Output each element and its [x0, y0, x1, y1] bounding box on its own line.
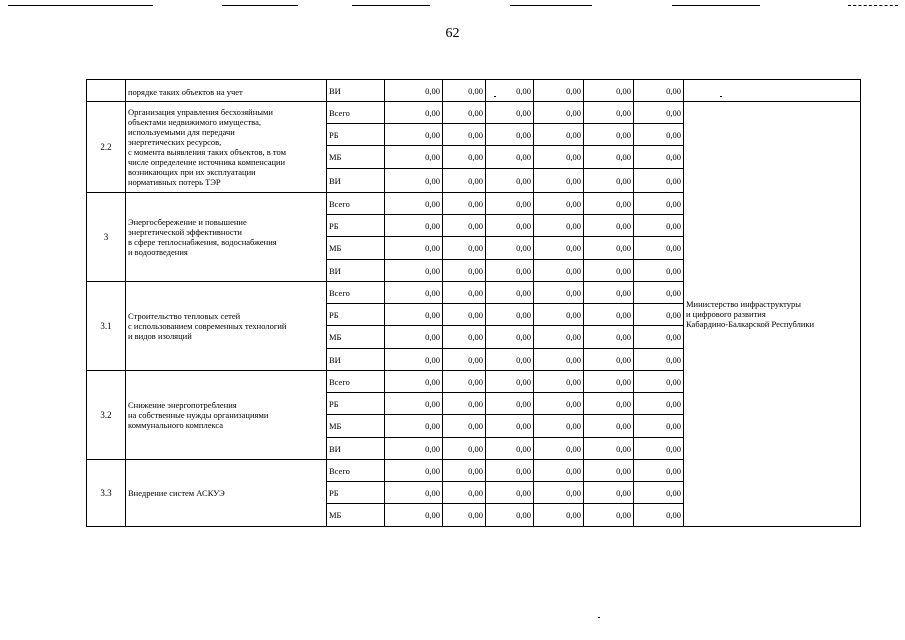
funding-source-cell: ВИ — [327, 169, 385, 193]
funding-source-cell: РБ — [327, 215, 385, 237]
value-cell: 0,00 — [534, 193, 584, 215]
value-cell: 0,00 — [385, 124, 443, 146]
value-cell: 0,00 — [584, 371, 634, 393]
value-cell: 0,00 — [443, 504, 486, 527]
value-cell: 0,00 — [584, 326, 634, 349]
value-cell: 0,00 — [486, 504, 534, 527]
value-cell: 0,00 — [486, 169, 534, 193]
funding-source-cell: Всего — [327, 371, 385, 393]
funding-source-cell: РБ — [327, 393, 385, 415]
value-cell: 0,00 — [385, 349, 443, 371]
value-cell: 0,00 — [385, 415, 443, 438]
value-cell: 0,00 — [634, 438, 684, 460]
value-cell: 0,00 — [443, 393, 486, 415]
value-cell: 0,00 — [584, 349, 634, 371]
funding-source-cell: Всего — [327, 282, 385, 304]
value-cell: 0,00 — [634, 215, 684, 237]
funding-source-cell: МБ — [327, 326, 385, 349]
value-cell: 0,00 — [584, 460, 634, 482]
funding-source-cell: МБ — [327, 504, 385, 527]
value-cell: 0,00 — [534, 393, 584, 415]
value-cell: 0,00 — [634, 169, 684, 193]
scan-speck — [598, 617, 600, 618]
value-cell: 0,00 — [486, 415, 534, 438]
value-cell: 0,00 — [534, 438, 584, 460]
value-cell: 0,00 — [385, 80, 443, 102]
value-cell: 0,00 — [486, 482, 534, 504]
funding-source-cell: ВИ — [327, 80, 385, 102]
value-cell: 0,00 — [584, 146, 634, 169]
top-rule-1 — [8, 5, 153, 6]
value-cell: 0,00 — [385, 438, 443, 460]
value-cell: 0,00 — [534, 215, 584, 237]
funding-source-cell: РБ — [327, 482, 385, 504]
value-cell: 0,00 — [634, 349, 684, 371]
funding-source-cell: РБ — [327, 124, 385, 146]
item-number-cell: 3.1 — [87, 282, 126, 371]
value-cell: 0,00 — [584, 260, 634, 282]
value-cell: 0,00 — [443, 282, 486, 304]
item-number-cell: 3 — [87, 193, 126, 282]
value-cell: 0,00 — [584, 80, 634, 102]
value-cell: 0,00 — [385, 215, 443, 237]
value-cell: 0,00 — [486, 80, 534, 102]
value-cell: 0,00 — [534, 282, 584, 304]
funding-source-cell: МБ — [327, 146, 385, 169]
value-cell: 0,00 — [634, 304, 684, 326]
value-cell: 0,00 — [534, 102, 584, 124]
value-cell: 0,00 — [584, 124, 634, 146]
value-cell: 0,00 — [534, 304, 584, 326]
funding-source-cell: РБ — [327, 304, 385, 326]
value-cell: 0,00 — [443, 482, 486, 504]
value-cell: 0,00 — [385, 504, 443, 527]
value-cell: 0,00 — [385, 102, 443, 124]
value-cell: 0,00 — [634, 237, 684, 260]
value-cell: 0,00 — [584, 415, 634, 438]
value-cell: 0,00 — [486, 215, 534, 237]
value-cell: 0,00 — [486, 326, 534, 349]
table-row — [87, 80, 861, 102]
item-number-cell: 2.2 — [87, 102, 126, 193]
value-cell: 0,00 — [534, 415, 584, 438]
funding-source-cell: Всего — [327, 102, 385, 124]
item-number-cell: 3.2 — [87, 371, 126, 460]
page-number: 62 — [445, 26, 460, 41]
value-cell: 0,00 — [584, 215, 634, 237]
value-cell: 0,00 — [584, 304, 634, 326]
value-cell: 0,00 — [634, 124, 684, 146]
value-cell: 0,00 — [534, 504, 584, 527]
value-cell: 0,00 — [534, 237, 584, 260]
item-name-cell: Строительство тепловых сетей с использованием современных технологий и видов изоляций — [126, 282, 327, 371]
responsible-cell — [684, 80, 861, 102]
value-cell: 0,00 — [584, 393, 634, 415]
value-cell: 0,00 — [486, 260, 534, 282]
value-cell: 0,00 — [443, 415, 486, 438]
value-cell: 0,00 — [634, 193, 684, 215]
value-cell: 0,00 — [443, 349, 486, 371]
value-cell: 0,00 — [486, 393, 534, 415]
item-name-cell: порядке таких объектов на учет — [126, 80, 327, 102]
funding-source-cell: МБ — [327, 415, 385, 438]
value-cell: 0,00 — [584, 438, 634, 460]
value-cell: 0,00 — [486, 124, 534, 146]
value-cell: 0,00 — [584, 282, 634, 304]
table-body — [87, 80, 861, 527]
value-cell: 0,00 — [584, 102, 634, 124]
value-cell: 0,00 — [584, 169, 634, 193]
program-table — [86, 79, 861, 527]
value-cell: 0,00 — [385, 237, 443, 260]
value-cell: 0,00 — [486, 282, 534, 304]
value-cell: 0,00 — [634, 393, 684, 415]
item-number-cell: 3.3 — [87, 460, 126, 527]
value-cell: 0,00 — [634, 371, 684, 393]
value-cell: 0,00 — [385, 482, 443, 504]
top-rule-4 — [510, 5, 592, 6]
funding-source-cell: Всего — [327, 460, 385, 482]
value-cell: 0,00 — [486, 304, 534, 326]
value-cell: 0,00 — [443, 326, 486, 349]
value-cell: 0,00 — [443, 260, 486, 282]
value-cell: 0,00 — [385, 393, 443, 415]
item-name-cell: Снижение энергопотребления на собственные нужды организациями коммунального комплекса — [126, 371, 327, 460]
top-rule-5 — [672, 5, 760, 6]
value-cell: 0,00 — [443, 237, 486, 260]
value-cell: 0,00 — [634, 260, 684, 282]
value-cell: 0,00 — [634, 482, 684, 504]
value-cell: 0,00 — [534, 349, 584, 371]
value-cell: 0,00 — [385, 146, 443, 169]
value-cell: 0,00 — [634, 460, 684, 482]
value-cell: 0,00 — [385, 371, 443, 393]
funding-source-cell: Всего — [327, 193, 385, 215]
funding-source-cell: МБ — [327, 237, 385, 260]
value-cell: 0,00 — [534, 371, 584, 393]
value-cell: 0,00 — [534, 482, 584, 504]
value-cell: 0,00 — [534, 460, 584, 482]
value-cell: 0,00 — [584, 193, 634, 215]
value-cell: 0,00 — [385, 282, 443, 304]
value-cell: 0,00 — [486, 438, 534, 460]
value-cell: 0,00 — [385, 304, 443, 326]
value-cell: 0,00 — [534, 124, 584, 146]
value-cell: 0,00 — [486, 460, 534, 482]
value-cell: 0,00 — [486, 102, 534, 124]
responsible-cell: Министерство инфраструктуры и цифрового развития Кабардино-Балкарской Республики — [684, 102, 861, 527]
value-cell: 0,00 — [486, 146, 534, 169]
value-cell: 0,00 — [634, 102, 684, 124]
value-cell: 0,00 — [634, 80, 684, 102]
value-cell: 0,00 — [443, 124, 486, 146]
value-cell: 0,00 — [385, 460, 443, 482]
value-cell: 0,00 — [443, 169, 486, 193]
value-cell: 0,00 — [443, 304, 486, 326]
item-name-cell: Внедрение систем АСКУЭ — [126, 460, 327, 527]
value-cell: 0,00 — [486, 349, 534, 371]
value-cell: 0,00 — [443, 215, 486, 237]
value-cell: 0,00 — [584, 237, 634, 260]
item-name-cell: Организация управления бесхозяйными объектами недвижимого имущества, используемыми для передачи энергетических ресурсов, с момента выявления таких объектов, в том числе определение источника компенсации возникающих при их эксплуатации нормативных потерь ТЭР — [126, 102, 327, 193]
top-rule-6 — [848, 5, 898, 6]
value-cell: 0,00 — [443, 80, 486, 102]
value-cell: 0,00 — [486, 237, 534, 260]
scan-speck — [494, 96, 496, 97]
value-cell: 0,00 — [385, 193, 443, 215]
table-row — [87, 102, 861, 124]
value-cell: 0,00 — [584, 482, 634, 504]
value-cell: 0,00 — [385, 169, 443, 193]
value-cell: 0,00 — [443, 460, 486, 482]
value-cell: 0,00 — [486, 371, 534, 393]
scan-speck — [720, 96, 722, 97]
item-number-cell — [87, 80, 126, 102]
value-cell: 0,00 — [443, 438, 486, 460]
funding-source-cell: ВИ — [327, 260, 385, 282]
value-cell: 0,00 — [385, 326, 443, 349]
value-cell: 0,00 — [534, 326, 584, 349]
item-name-cell: Энергосбережение и повышение энергетической эффективности в сфере теплоснабжения, водоснабжения и водоотведения — [126, 193, 327, 282]
value-cell: 0,00 — [486, 193, 534, 215]
value-cell: 0,00 — [634, 282, 684, 304]
value-cell: 0,00 — [443, 146, 486, 169]
top-rule-3 — [352, 5, 430, 6]
funding-source-cell: ВИ — [327, 349, 385, 371]
value-cell: 0,00 — [443, 371, 486, 393]
value-cell: 0,00 — [534, 146, 584, 169]
value-cell: 0,00 — [584, 504, 634, 527]
value-cell: 0,00 — [634, 146, 684, 169]
value-cell: 0,00 — [534, 169, 584, 193]
value-cell: 0,00 — [385, 260, 443, 282]
value-cell: 0,00 — [634, 415, 684, 438]
value-cell: 0,00 — [534, 260, 584, 282]
top-rule-2 — [222, 5, 298, 6]
value-cell: 0,00 — [443, 193, 486, 215]
value-cell: 0,00 — [534, 80, 584, 102]
value-cell: 0,00 — [634, 504, 684, 527]
value-cell: 0,00 — [634, 326, 684, 349]
value-cell: 0,00 — [443, 102, 486, 124]
funding-source-cell: ВИ — [327, 438, 385, 460]
